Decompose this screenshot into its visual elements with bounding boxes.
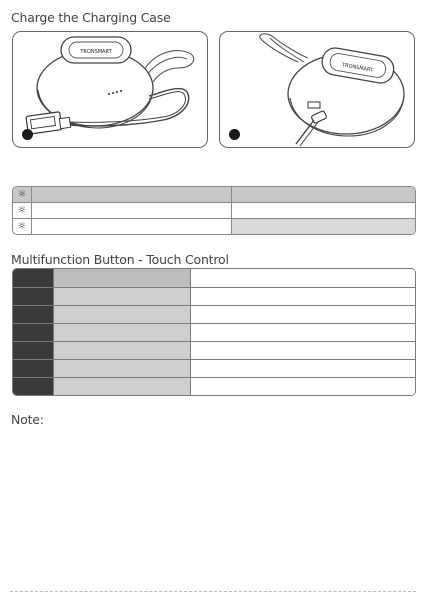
charge-illustration-1 [12,31,208,148]
led-indicator-table [12,186,416,235]
table-row [13,359,415,377]
table-row [13,287,415,305]
sun-icon: ☼ [17,188,27,200]
step-1-marker [22,129,33,140]
charge-case-heading: Charge the Charging Case [11,10,171,25]
touch-control-heading: Multifunction Button - Touch Control [11,252,229,267]
page-bottom-rule [10,591,416,593]
table-row [13,202,415,218]
sun-icon: ☼ [17,204,27,216]
svg-text:TRONSMART: TRONSMART [341,62,374,74]
table-row [13,187,415,202]
charge-illustration-2 [219,31,415,148]
table-row [13,341,415,359]
sun-icon: ☼ [17,220,27,232]
brand-mark: TRONSMART [80,49,112,55]
table-row [13,323,415,341]
table-row [13,218,415,234]
table-row [13,269,415,287]
table-row [13,305,415,323]
note-label: Note: [11,412,44,427]
touch-control-table [12,268,416,396]
step-2-marker [229,129,240,140]
table-row [13,377,415,395]
